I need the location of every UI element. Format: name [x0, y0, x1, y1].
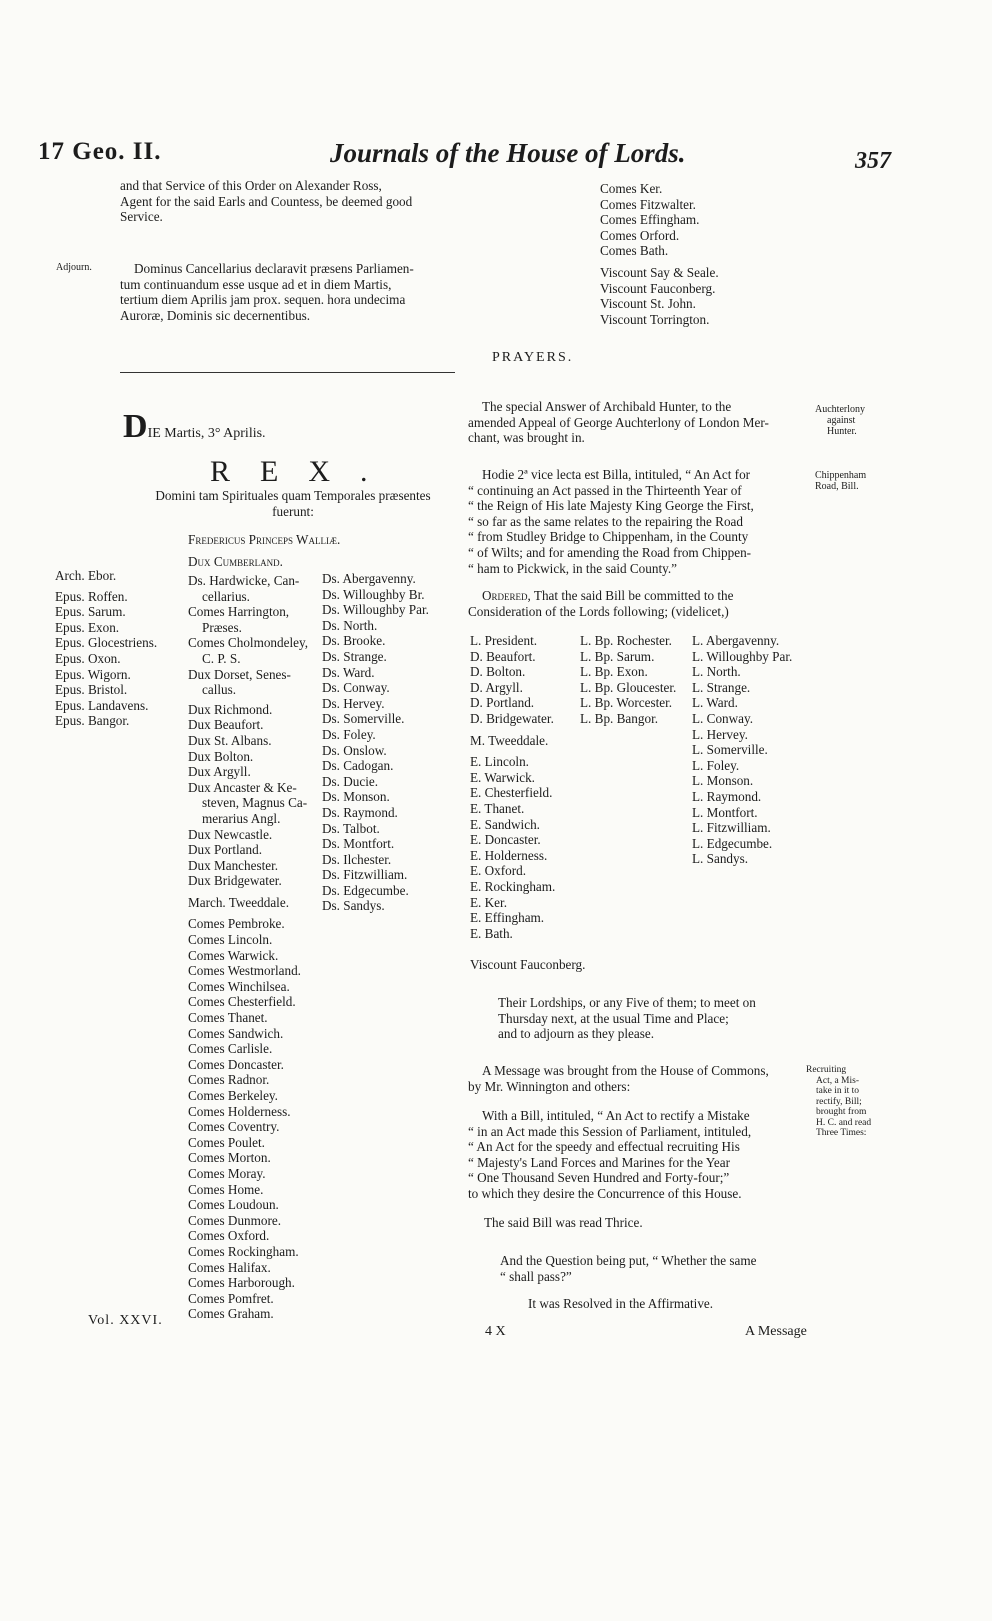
list-item: L. Montfort.: [692, 804, 758, 820]
list-item: E. Doncaster.: [470, 832, 541, 848]
bishops-list: [55, 568, 157, 729]
list-item: L. Bp. Worcester.: [580, 695, 673, 711]
list-item: Comes Lincoln.: [188, 932, 273, 948]
list-item: Dux Manchester.: [188, 857, 279, 873]
list-item: Ds. Abergavenny.: [322, 571, 416, 586]
list-item: Ds. North.: [322, 617, 378, 633]
list-item: steven, Magnus Ca-: [202, 795, 308, 811]
list-item: Ds. Willoughby Par.: [322, 602, 429, 618]
list-item: Comes Morton.: [188, 1150, 271, 1166]
list-item: Comes Carlisle.: [188, 1041, 273, 1057]
list-item: Dux Portland.: [188, 842, 262, 858]
text-line: “ continuing an Act passed in the Thirteenth Year of: [468, 482, 742, 498]
list-item: Comes Chesterfield.: [188, 994, 296, 1010]
margin-note-adjourn: Adjourn.: [56, 262, 92, 273]
list-item: Dux Ancaster & Ke-: [188, 779, 297, 795]
list-item: L. Bp. Exon.: [580, 664, 648, 680]
list-item: Comes Home.: [188, 1181, 264, 1197]
rex-heading: REX.: [210, 455, 398, 488]
list-item: Arch. Ebor.: [55, 568, 117, 583]
text-line: tum continuandum esse usque ad et in diem Martis,: [120, 276, 392, 292]
list-item: Ds. Fitzwilliam.: [322, 867, 408, 883]
text-line: “ Majesty's Land Forces and Marines for the Year: [468, 1154, 731, 1170]
list-item: D. Portland.: [470, 695, 535, 711]
list-item: L. Abergavenny.: [692, 633, 780, 648]
list-item: E. Holderness.: [470, 847, 548, 863]
list-item: E. Ker.: [470, 894, 507, 910]
list-item: L. President.: [470, 633, 538, 648]
text-line: Agent for the said Earls and Countess, be deemed good: [120, 193, 413, 209]
read-thrice-line: The said Bill was read Thrice.: [484, 1215, 643, 1230]
text-line: “ An Act for the speedy and effectual recruiting His: [468, 1139, 740, 1155]
list-item: Dux Argyll.: [188, 764, 251, 780]
bill-paragraph: [468, 1108, 808, 1202]
list-item: Comes Fitzwalter.: [600, 196, 696, 212]
list-item: Ds. Ilchester.: [322, 851, 392, 867]
list-item: Comes Coventry.: [188, 1119, 280, 1135]
text-line: and to adjourn as they please.: [498, 1026, 655, 1042]
list-item: Ds. Cadogan.: [322, 758, 394, 774]
list-item: L. Foley.: [692, 757, 740, 773]
section-rule: [120, 372, 455, 373]
list-item: L. Bp. Gloucester.: [580, 679, 677, 695]
list-item: Comes Halifax.: [188, 1259, 271, 1275]
text-line: Their Lordships, or any Five of them; to meet on: [498, 995, 756, 1010]
text-line: A Message was brought from the House of Commons,: [482, 1063, 769, 1078]
list-item: Ds. Somerville.: [322, 711, 405, 727]
list-item: Comes Winchilsea.: [188, 978, 290, 994]
list-item: Comes Orford.: [600, 227, 680, 243]
list-item: L. Raymond.: [692, 788, 762, 804]
list-item: Epus. Exon.: [55, 619, 120, 635]
list-item: Comes Ker.: [600, 181, 663, 196]
list-item: Comes Holderness.: [188, 1103, 291, 1119]
margin-line: Recruiting: [806, 1065, 847, 1075]
text-line: fuerunt:: [272, 503, 314, 519]
list-item: L. Strange.: [692, 679, 751, 695]
list-item: Dux Bridgewater.: [188, 873, 282, 889]
ordered-lead: Ordered,: [482, 588, 531, 603]
list-item: Epus. Wigorn.: [55, 666, 131, 682]
list-item: Ds. Montfort.: [322, 836, 395, 852]
list-item: Præses.: [202, 619, 242, 635]
resolved-line: It was Resolved in the Affirmative.: [528, 1296, 714, 1311]
list-item: Ds. Edgecumbe.: [322, 882, 409, 898]
list-item: Ds. Foley.: [322, 726, 376, 742]
text-line: chant, was brought in.: [468, 430, 585, 446]
list-item: L. Edgecumbe.: [692, 835, 773, 851]
chippenham-bill-paragraph: [468, 467, 813, 576]
list-item: E. Chesterfield.: [470, 785, 553, 801]
margin-line: rectify, Bill;: [816, 1096, 862, 1107]
list-item: Viscount Say & Seale.: [600, 264, 719, 280]
list-item: Comes Rockingham.: [188, 1243, 299, 1259]
list-item: callus.: [202, 682, 237, 698]
list-item: Dux Richmond.: [188, 701, 273, 717]
margin-line: Auchterlony: [815, 404, 865, 415]
list-item: Dux Newcastle.: [188, 826, 273, 842]
list-item: L. Bp. Rochester.: [580, 633, 672, 648]
list-item: C. P. S.: [202, 650, 241, 666]
list-item: cellarius.: [202, 588, 250, 604]
list-item: Comes Westmorland.: [188, 963, 301, 979]
list-item: Comes Cholmondeley,: [188, 635, 309, 651]
list-item: Ds. Talbot.: [322, 820, 380, 836]
domini-line: [128, 488, 458, 519]
list-item: L. Monson.: [692, 773, 754, 789]
list-item: E. Oxford.: [470, 863, 527, 879]
list-item: D. Bolton.: [470, 664, 526, 680]
text-line: and that Service of this Order on Alexander Ross,: [120, 178, 382, 193]
text-line: to which they desire the Concurrence of this House.: [468, 1185, 742, 1201]
margin-line: take in it to: [816, 1086, 860, 1096]
list-item: L. Fitzwilliam.: [692, 820, 771, 836]
temporal-lords-column-2: [322, 571, 429, 914]
signature-mark: 4 X: [485, 1324, 506, 1339]
text-line: Hodie 2ª vice lecta est Billa, intituled, “ An Act for: [482, 467, 751, 482]
drop-cap: D: [123, 408, 148, 445]
list-item: Epus. Glocestriens.: [55, 635, 158, 651]
text-line: Consideration of the Lords following; (videlicet,): [468, 603, 729, 619]
list-item: Ds. Brooke.: [322, 633, 386, 649]
list-item: Ds. Raymond.: [322, 804, 398, 820]
list-item: Dux Dorset, Senes-: [188, 666, 291, 682]
committee-column-3: [692, 633, 792, 867]
list-item: Ds. Hervey.: [322, 695, 385, 711]
list-item: Epus. Roffen.: [55, 588, 128, 604]
text-line: “ ham to Pickwick, in the said County.”: [468, 560, 678, 576]
text-line: And the Question being put, “ Whether the same: [500, 1253, 757, 1268]
margin-line: Road, Bill.: [815, 481, 859, 492]
question-paragraph: [500, 1253, 810, 1284]
running-head-title: Journals of the House of Lords.: [330, 138, 686, 168]
list-item: Ds. Ducie.: [322, 773, 379, 789]
committee-viscount: Viscount Fauconberg.: [470, 957, 586, 972]
list-item: Ds. Willoughby Br.: [322, 586, 425, 602]
list-item: Viscount Torrington.: [600, 311, 710, 327]
margin-line: Act, a Mis-: [816, 1075, 860, 1086]
list-item: D. Bridgewater.: [470, 710, 554, 726]
list-item: Comes Harborough.: [188, 1275, 295, 1291]
text-line: “ shall pass?”: [500, 1268, 572, 1284]
list-item: D. Argyll.: [470, 679, 523, 695]
list-item: Comes Harrington,: [188, 604, 290, 620]
margin-line: Hunter.: [827, 426, 857, 437]
list-item: D. Beaufort.: [470, 648, 536, 664]
date-text: IE Martis, 3° Aprilis.: [147, 426, 266, 441]
list-item: Comes Warwick.: [188, 947, 279, 963]
page-number: 357: [855, 148, 891, 174]
list-item: Comes Berkeley.: [188, 1088, 278, 1103]
list-item: L. Somerville.: [692, 742, 768, 758]
list-item: L. Willoughby Par.: [692, 648, 793, 664]
list-item: merarius Angl.: [202, 810, 281, 826]
list-item: Comes Loudoun.: [188, 1197, 279, 1213]
lords-continued: [600, 181, 719, 327]
list-item: E. Effingham.: [470, 910, 545, 926]
list-item: Ds. Ward.: [322, 664, 375, 680]
adjourn-paragraph: [120, 261, 460, 323]
list-item: Ds. Onslow.: [322, 742, 387, 758]
list-item: Dux Beaufort.: [188, 717, 264, 733]
list-item: Ds. Strange.: [322, 648, 387, 664]
text-line: Thursday next, at the usual Time and Place;: [498, 1010, 729, 1026]
list-item: Ds. Hardwicke, Can-: [188, 573, 300, 588]
text-line: “ in an Act made this Session of Parliament, intituled,: [468, 1123, 752, 1139]
margin-note-chippenham: [815, 470, 866, 492]
list-item: Comes Sandwich.: [188, 1025, 284, 1041]
text-line: “ so far as the same relates to the repairing the Road: [468, 513, 743, 529]
list-item: Viscount Fauconberg.: [600, 280, 716, 296]
text-line: “ One Thousand Seven Hundred and Forty-four;”: [468, 1170, 730, 1186]
list-item: Viscount St. John.: [600, 296, 696, 312]
list-item: E. Lincoln.: [470, 754, 529, 770]
list-item: Comes Bath.: [600, 243, 669, 259]
margin-line: brought from: [816, 1107, 867, 1117]
list-item: M. Tweeddale.: [470, 732, 549, 748]
text-line: Service.: [120, 209, 163, 225]
text-line: Domini tam Spirituales quam Temporales præsentes: [155, 488, 431, 503]
answer-paragraph: [468, 399, 808, 446]
running-head-left: 17 Geo. II.: [38, 138, 162, 165]
list-item: Comes Radnor.: [188, 1072, 270, 1088]
list-item: Comes Effingham.: [600, 212, 700, 228]
catchword: A Message: [745, 1324, 807, 1339]
list-item: E. Thanet.: [470, 800, 525, 816]
list-item: Dux Cumberland.: [188, 553, 283, 569]
list-item: Ds. Conway.: [322, 680, 390, 696]
list-item: L. Ward.: [692, 695, 738, 711]
list-item: Dux Bolton.: [188, 748, 254, 764]
margin-line: against: [827, 415, 856, 426]
text-line: tertium diem Aprilis jam prox. sequen. hora undecima: [120, 292, 406, 308]
list-item: L. Bp. Sarum.: [580, 648, 655, 664]
list-item: E. Warwick.: [470, 769, 535, 785]
margin-note-auchterlony: [815, 404, 865, 437]
list-item: Ds. Sandys.: [322, 898, 385, 914]
list-item: L. Sandys.: [692, 851, 749, 867]
volume-label: Vol. XXVI.: [88, 1313, 163, 1328]
text-line: With a Bill, intituled, “ An Act to rectify a Mistake: [482, 1108, 750, 1123]
text-line: “ from Studley Bridge to Chippenham, in the County: [468, 529, 749, 545]
list-item: Epus. Sarum.: [55, 604, 126, 620]
list-item: Epus. Bristol.: [55, 682, 128, 698]
margin-note-recruiting: [806, 1065, 871, 1139]
text-line: “ of Wilts; and for amending the Road from Chippen-: [468, 544, 752, 560]
list-item: Comes Doncaster.: [188, 1056, 284, 1072]
list-item: E. Sandwich.: [470, 816, 540, 832]
meeting-paragraph: [498, 995, 818, 1042]
list-item: March. Tweeddale.: [188, 894, 289, 910]
royal-princes: [188, 532, 340, 569]
text-line: The special Answer of Archibald Hunter, to the: [482, 399, 732, 414]
list-item: Epus. Oxon.: [55, 650, 121, 666]
list-item: Epus. Bangor.: [55, 713, 130, 729]
temporal-lords-column-1: [188, 573, 308, 1322]
text-line: Dominus Cancellarius declaravit præsens Parliamen-: [134, 261, 414, 276]
list-item: Comes Dunmore.: [188, 1212, 282, 1228]
list-item: Comes Poulet.: [188, 1134, 265, 1150]
text-line: “ the Reign of His late Majesty King George the First,: [468, 498, 754, 514]
list-item: Comes Moray.: [188, 1165, 266, 1181]
text-line: amended Appeal of George Auchterlony of London Mer-: [468, 414, 769, 430]
text-line: Auroræ, Dominis sic decernentibus.: [120, 307, 311, 323]
committee-column-2: [580, 633, 676, 727]
list-item: E. Bath.: [470, 925, 513, 941]
message-paragraph: [468, 1063, 808, 1094]
ordered-paragraph: [468, 588, 813, 619]
list-item: Comes Graham.: [188, 1306, 274, 1322]
list-item: Ds. Monson.: [322, 789, 390, 805]
list-item: L. Bp. Bangor.: [580, 710, 659, 726]
list-item: Comes Thanet.: [188, 1010, 268, 1026]
list-item: Comes Pomfret.: [188, 1290, 274, 1306]
text-line: That the said Bill be committed to the: [530, 588, 734, 603]
prayers-heading: PRAYERS.: [492, 350, 574, 365]
list-item: Comes Pembroke.: [188, 916, 285, 932]
list-item: L. North.: [692, 664, 741, 680]
committee-column-1: [470, 633, 555, 941]
list-item: L. Hervey.: [692, 726, 748, 742]
list-item: E. Rockingham.: [470, 878, 556, 894]
margin-line: Chippenham: [815, 470, 867, 481]
list-item: L. Conway.: [692, 710, 754, 726]
list-item: Comes Oxford.: [188, 1228, 270, 1244]
margin-line: Three Times:: [816, 1128, 867, 1138]
date-heading: [123, 408, 266, 445]
service-paragraph: [120, 178, 450, 225]
list-item: Fredericus Princeps Walliæ.: [188, 532, 341, 547]
list-item: Epus. Landavens.: [55, 697, 149, 713]
list-item: Dux St. Albans.: [188, 732, 272, 748]
margin-line: H. C. and read: [816, 1117, 872, 1128]
text-line: by Mr. Winnington and others:: [468, 1078, 631, 1094]
